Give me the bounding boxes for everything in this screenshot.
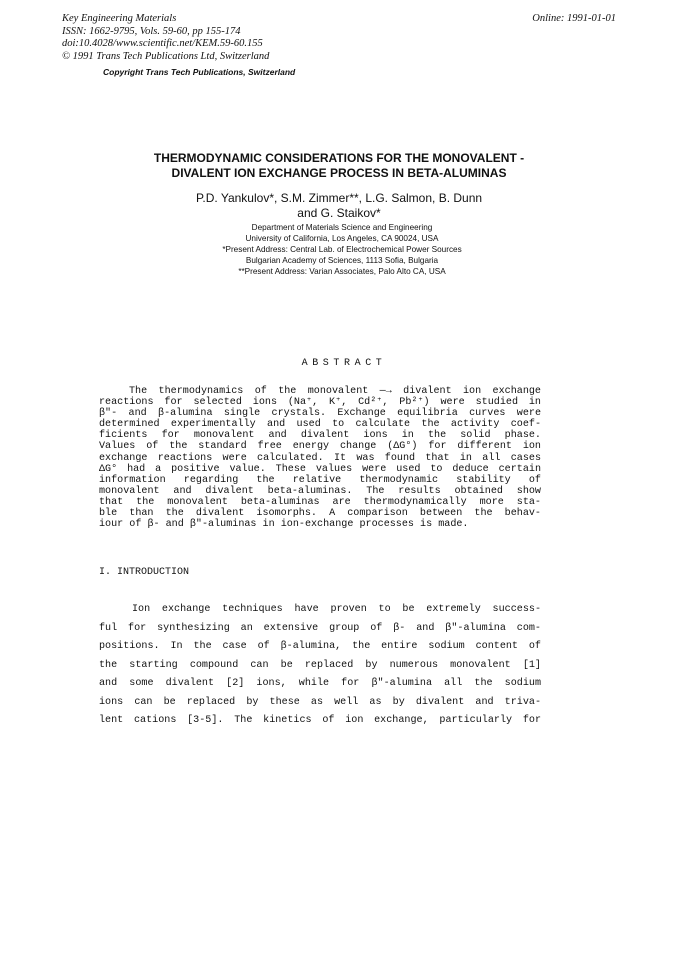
intro-line: lent cations [3-5]. The kinetics of ion exchange, particularly for <box>99 715 541 726</box>
abstract-line: that the monovalent beta-aluminas are thermodynamically more sta- <box>99 496 541 508</box>
introduction-body <box>99 601 541 731</box>
affiliation-line: *Present Address: Central Lab. of Electrochemical Power Sources <box>222 244 462 254</box>
title-line: THERMODYNAMIC CONSIDERATIONS FOR THE MONOVALENT - <box>153 151 525 165</box>
section-heading: I. INTRODUCTION <box>99 567 190 578</box>
journal-name: Key Engineering Materials <box>62 13 177 24</box>
issn-line: ISSN: 1662-9795, Vols. 59-60, pp 155-174 <box>62 25 241 37</box>
abstract-line: reactions for selected ions (Na⁺, K⁺, Cd²⁺, Pb²⁺) were studied in <box>99 397 541 409</box>
abstract-line: ΔG° had a positive value. These values were used to deduce certain <box>99 463 541 475</box>
abstract-line: ble than the divalent isomorphs. A comparison between the behav- <box>99 508 541 520</box>
affiliation-line: University of California, Los Angeles, CA 90024, USA <box>245 233 439 243</box>
title-line: DIVALENT ION EXCHANGE PROCESS IN BETA-ALUMINAS <box>171 166 507 180</box>
abstract-line: determined experimentally and used to calculate the activity coef- <box>99 419 541 431</box>
intro-line: the starting compound can be replaced by numerous monovalent [1] <box>99 659 541 671</box>
paper-title <box>0 151 678 181</box>
abstract-heading: ABSTRACT <box>301 358 387 369</box>
abstract-line: ficients for monovalent and divalent ions in the solid phase. <box>99 430 541 442</box>
journal-header <box>62 13 269 63</box>
intro-line: and some divalent [2] ions, while for β"-alumina all the sodium <box>99 678 541 689</box>
author-list <box>0 191 648 220</box>
intro-line: positions. In the case of β-alumina, the entire sodium content of <box>99 641 541 652</box>
intro-line: ions can be replaced by these as well as by divalent and triva- <box>99 696 541 708</box>
abstract-line: Values of the standard free energy change (ΔG°) for different ion <box>99 441 541 453</box>
affiliation-line: Department of Materials Science and Engineering <box>251 223 433 232</box>
abstract-line: information regarding the relative thermodynamic stability of <box>99 474 541 486</box>
abstract-line: The thermodynamics of the monovalent —→ divalent ion exchange <box>129 386 541 397</box>
doi-line: doi:10.4028/www.scientific.net/KEM.59-60.155 <box>62 38 263 50</box>
online-date: Online: 1991-01-01 <box>532 13 616 24</box>
affiliations <box>0 223 678 278</box>
copyright-line: © 1991 Trans Tech Publications Ltd, Switzerland <box>62 50 270 62</box>
intro-line: Ion exchange techniques have proven to be extremely success- <box>132 604 541 615</box>
abstract-line: exchange reactions were calculated. It was found that in all cases <box>99 452 541 464</box>
authors-line: and G. Staikov* <box>297 205 381 220</box>
intro-line: ful for synthesizing an extensive group of β- and β"-alumina com- <box>99 622 541 634</box>
affiliation-line: Bulgarian Academy of Sciences, 1113 Sofia, Bulgaria <box>245 255 439 265</box>
abstract-line: β"- and β-alumina single crystals. Exchange equilibria curves were <box>99 408 541 420</box>
abstract-line: monovalent and divalent beta-aluminas. The results obtained show <box>99 485 541 497</box>
abstract-body <box>99 386 541 530</box>
abstract-line: iour of β- and β"-aluminas in ion-exchange processes is made. <box>99 519 469 531</box>
authors-line: P.D. Yankulov*, S.M. Zimmer**, L.G. Salmon, B. Dunn <box>195 191 483 205</box>
affiliation-line: **Present Address: Varian Associates, Palo Alto CA, USA <box>238 266 446 276</box>
copyright-notice: Copyright Trans Tech Publications, Switzerland <box>103 67 296 77</box>
